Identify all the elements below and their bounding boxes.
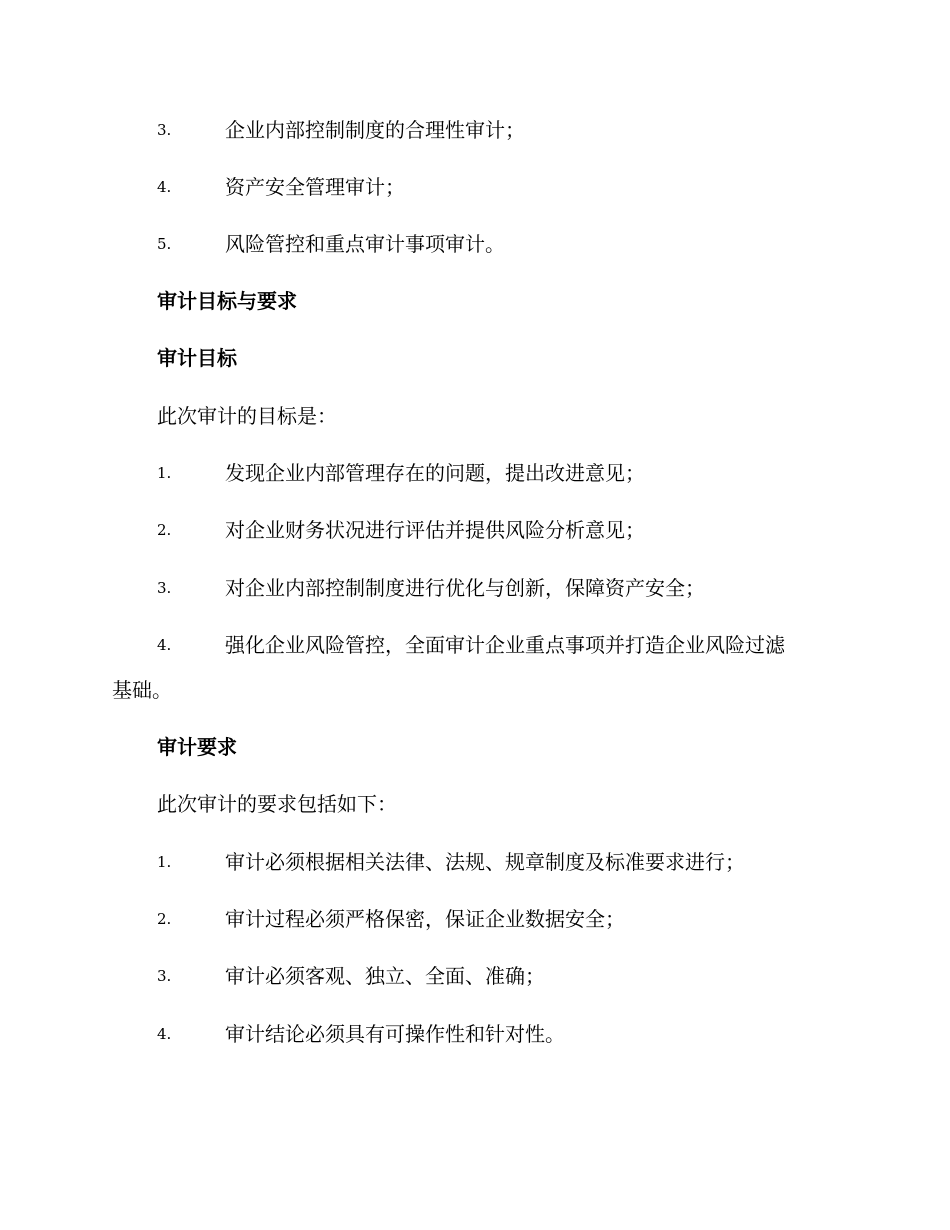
requirements-intro: 此次审计的要求包括如下： [157, 792, 397, 816]
section-heading: 审计目标与要求 [157, 289, 297, 313]
list-item-number: 5. [157, 235, 172, 253]
list-item-text: 风险管控和重点审计事项审计。 [225, 232, 505, 256]
requirement-item-text: 审计结论必须具有可操作性和针对性。 [225, 1022, 565, 1046]
goal-item-number: 1. [157, 464, 172, 482]
list-item-number: 3. [157, 121, 172, 139]
requirement-item-number: 1. [157, 853, 172, 871]
goals-intro: 此次审计的目标是： [157, 404, 337, 428]
goal-item-number: 4. [157, 636, 172, 654]
list-item-text: 资产安全管理审计； [225, 175, 405, 199]
goal-item-text: 发现企业内部管理存在的问题，提出改进意见； [225, 461, 645, 485]
requirement-item-text: 审计必须客观、独立、全面、准确； [225, 964, 545, 988]
goal-item-text: 对企业财务状况进行评估并提供风险分析意见； [225, 518, 645, 542]
goal-item-number: 2. [157, 521, 172, 539]
list-item-number: 4. [157, 178, 172, 196]
goal-item-text: 对企业内部控制制度进行优化与创新，保障资产安全； [225, 576, 705, 600]
list-item-text: 企业内部控制制度的合理性审计； [225, 118, 525, 142]
requirement-item-text: 审计必须根据相关法律、法规、规章制度及标准要求进行； [225, 850, 745, 874]
goal-item-text: 强化企业风险管控，全面审计企业重点事项并打造企业风险过滤 [225, 633, 785, 657]
requirement-item-number: 2. [157, 910, 172, 928]
goal-item-number: 3. [157, 579, 172, 597]
requirement-item-text: 审计过程必须严格保密，保证企业数据安全； [225, 907, 625, 931]
subsection-heading-goals: 审计目标 [157, 346, 237, 370]
requirement-item-number: 4. [157, 1025, 172, 1043]
subsection-heading-requirements: 审计要求 [157, 735, 237, 759]
requirement-item-number: 3. [157, 967, 172, 985]
goal-item-continuation: 基础。 [112, 678, 172, 702]
